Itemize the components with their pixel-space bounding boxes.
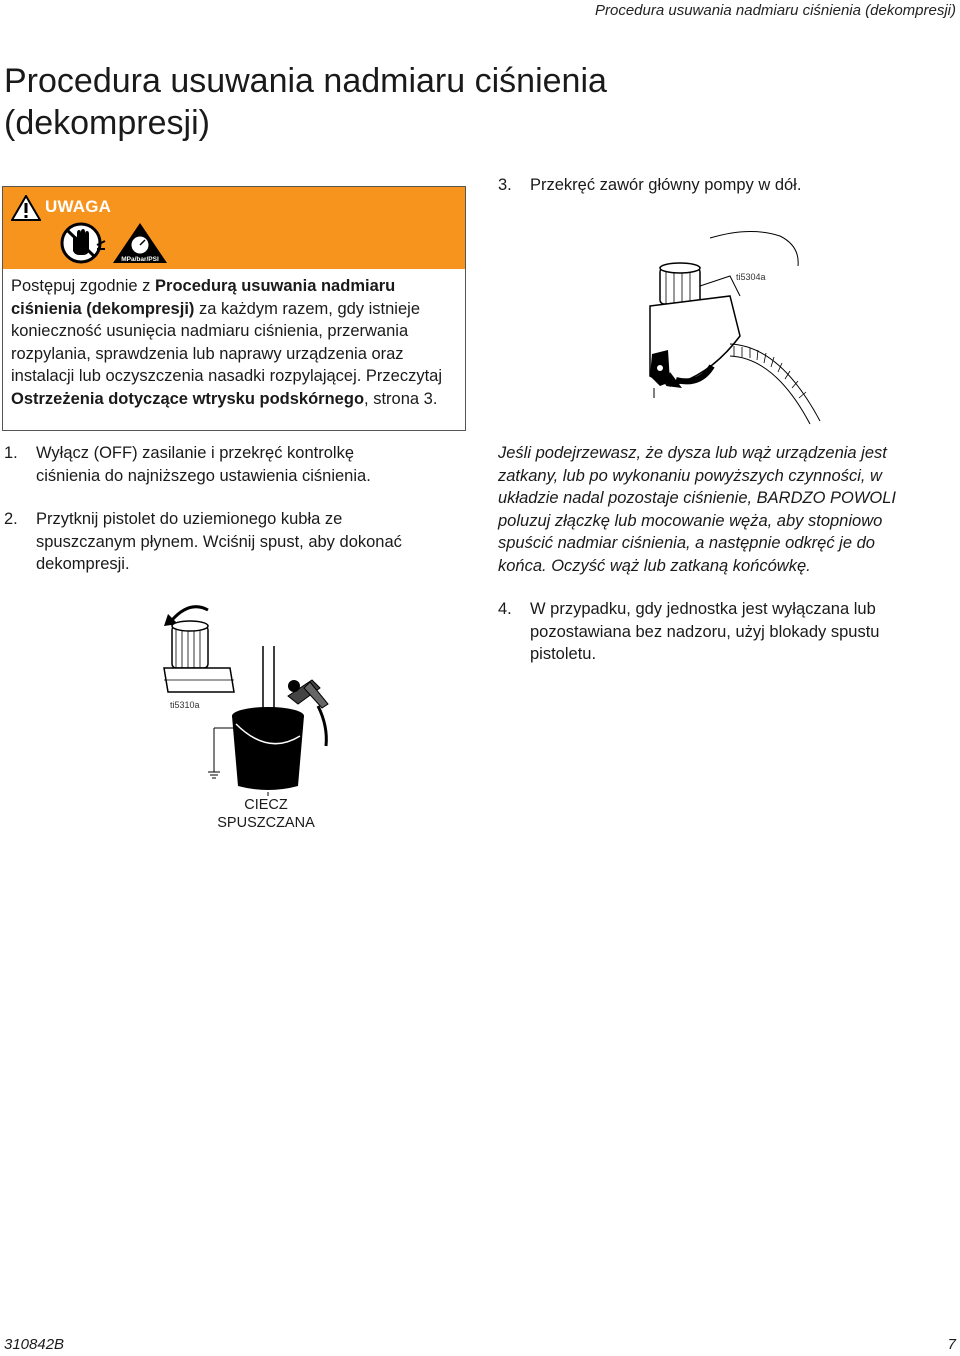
step-1-line1: Wyłącz (OFF) zasilanie i przekręć kontrolkę <box>36 444 355 462</box>
note-paragraph <box>498 442 938 577</box>
step-1-line2: ciśnienia do najniższego ustawienia ciśnienia. <box>36 466 371 485</box>
step-3-text <box>530 174 801 197</box>
warning-text-part2: za każdym razem, gdy istnieje konieczność usunięcia nadmiaru ciśnienia, przerwania rozpylania, sprawdzenia lub naprawy urządzenia oraz instalacji lub oczyszczenia nasadki rozpylającej. Przeczytaj <box>11 299 443 385</box>
warning-text-part3: , strona 3. <box>364 389 438 408</box>
note-line4: poluzuj złączkę lub mocowanie węża, aby stopniowo <box>498 511 883 530</box>
step-4-line1: W przypadku, gdy jednostka jest wyłączana lub <box>530 600 876 618</box>
step-2-line1: Przytknij pistolet do uziemionego kubła ze <box>36 510 343 528</box>
figure-1-caption-line1: CIECZ <box>244 797 288 813</box>
warning-text <box>3 269 465 410</box>
figure-1-id: ti5310a <box>170 700 200 710</box>
note-line1: Jeśli podejrzewasz, że dysza lub wąż urządzenia jest <box>498 444 887 462</box>
figure-gun-bucket-illustration <box>150 596 360 796</box>
step-4-text <box>530 598 879 666</box>
warning-triangle-icon <box>11 195 41 221</box>
note-line6: końca. Oczyść wąż lub zatkaną końcówkę. <box>498 556 811 575</box>
warning-title: UWAGA <box>45 197 112 216</box>
page-title-line2: (dekompresji) <box>4 104 210 142</box>
step-1-number: 1. <box>4 444 18 462</box>
note-line3: układzie nadal pozostaje ciśnienie, BARDZO POWOLI <box>498 489 897 507</box>
figure-prime-valve-illustration <box>630 226 830 426</box>
step-1-text <box>36 442 371 487</box>
step-3-line1: Przekręć zawór główny pompy w dół. <box>530 176 802 194</box>
warning-text-bold2: Ostrzeżenia dotyczące wtrysku podskórnego <box>11 389 365 408</box>
page-title-line1: Procedura usuwania nadmiaru ciśnienia <box>4 62 607 100</box>
step-4-line3: pistoletu. <box>530 645 597 663</box>
no-hand-icon <box>59 221 107 265</box>
step-2-line3: dekompresji. <box>36 555 130 573</box>
gauge-unit-label: MPa/bar/PSI <box>121 256 159 263</box>
warning-text-part1: Postępuj zgodnie z <box>11 277 156 295</box>
running-header: Procedura usuwania nadmiaru ciśnienia (dekompresji) <box>594 2 956 19</box>
pressure-gauge-icon <box>111 221 169 265</box>
warning-header <box>3 187 465 269</box>
step-4-line2: pozostawiana bez nadzoru, użyj blokady spustu <box>530 622 880 641</box>
note-line2: zatkany, lub po wykonaniu powyższych czynności, w <box>498 466 882 485</box>
footer-document-number: 310842B <box>4 1336 65 1353</box>
warning-box <box>2 186 466 431</box>
warning-text-bold1: Procedurą usuwania nadmiaru ciśnienia (dekompresji) <box>11 277 396 318</box>
step-1 <box>4 442 464 492</box>
figure-1-caption-line2: SPUSZCZANA <box>217 815 315 831</box>
step-2-line2: spuszczanym płynem. Wciśnij spust, aby dokonać <box>36 532 402 551</box>
step-4 <box>498 598 938 670</box>
step-3 <box>498 174 938 198</box>
footer-page-number: 7 <box>947 1336 956 1353</box>
step-2-text <box>36 508 402 576</box>
figure-1-caption <box>200 796 332 832</box>
page-title <box>4 60 744 144</box>
figure-2-id: ti5304a <box>736 272 766 282</box>
step-2-number: 2. <box>4 510 18 528</box>
step-4-number: 4. <box>498 600 512 618</box>
step-2 <box>4 508 464 580</box>
note-line5: spuścić nadmiar ciśnienia, a następnie odkręć je do <box>498 534 875 552</box>
step-3-number: 3. <box>498 176 512 194</box>
